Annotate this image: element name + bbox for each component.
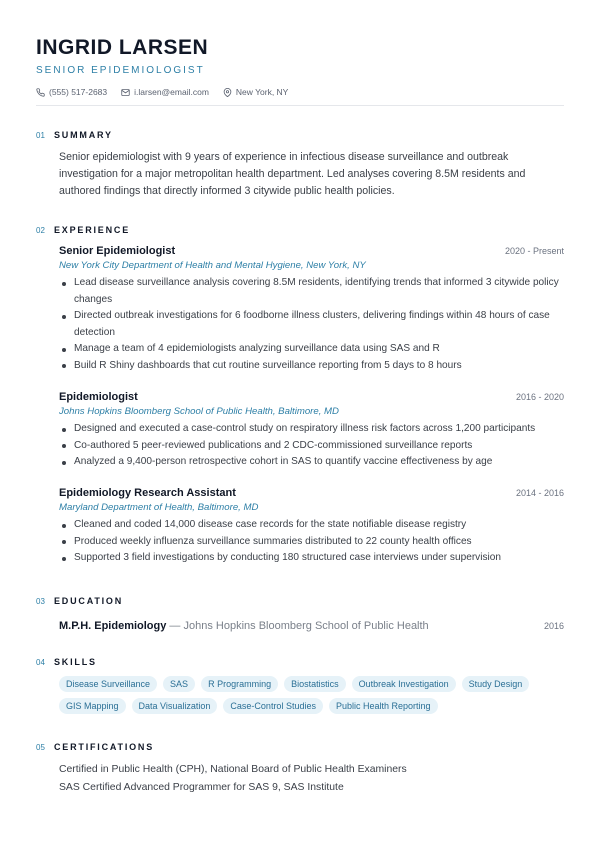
skill-chip: Outbreak Investigation	[352, 676, 456, 692]
education-degree: M.P.H. Epidemiology	[59, 620, 167, 632]
contact-email[interactable]	[121, 87, 209, 97]
email-text[interactable]: i.larsen@email.com	[134, 87, 209, 97]
bullet-item: Analyzed a 9,400-person retrospective cohort in SAS to quantify vaccine effectiveness by age	[59, 454, 564, 471]
section-number: 05	[36, 743, 45, 752]
skill-chip: Public Health Reporting	[329, 698, 438, 714]
bullet-item: Co-authored 5 peer-reviewed publications and 2 CDC-commissioned surveillance reports	[59, 438, 564, 455]
skill-chip: R Programming	[201, 676, 278, 692]
experience-entry	[59, 487, 564, 567]
job-title: Senior Epidemiologist	[59, 245, 176, 257]
experience-entry	[59, 245, 564, 375]
phone-text: (555) 517-2683	[49, 87, 108, 97]
bullet-item: Supported 3 field investigations by conducting 180 structured case interviews under supervision	[59, 550, 564, 567]
section-label: CERTIFICATIONS	[54, 742, 155, 752]
section-number: 03	[36, 597, 45, 606]
section-number: 01	[36, 131, 45, 140]
bullet-item: Designed and executed a case-control study on respiratory illness risk factors across 1,200 participants	[59, 421, 564, 438]
section-skills-title	[36, 657, 97, 667]
skill-chip: Case-Control Studies	[223, 698, 323, 714]
section-experience-title	[36, 225, 130, 235]
certifications-list	[59, 761, 564, 796]
job-organization: Maryland Department of Health, Baltimore, MD	[59, 502, 259, 513]
phone-icon	[36, 88, 45, 97]
contact-info	[36, 86, 564, 98]
skill-chip: Biostatistics	[284, 676, 346, 692]
section-education-title	[36, 596, 123, 606]
section-label: SUMMARY	[54, 130, 113, 140]
skill-chip: GIS Mapping	[59, 698, 126, 714]
skill-chip: SAS	[163, 676, 195, 692]
candidate-role: SENIOR EPIDEMIOLOGIST	[36, 65, 205, 76]
section-number: 02	[36, 226, 45, 235]
experience-entry	[59, 391, 564, 471]
map-pin-icon	[223, 88, 232, 97]
education-school: — Johns Hopkins Bloomberg School of Public Health	[166, 620, 429, 632]
bullet-item: Lead disease surveillance analysis covering 8.5M residents, identifying trends that informed 3 citywide policy changes	[59, 275, 564, 308]
certification-item: SAS Certified Advanced Programmer for SAS 9, SAS Institute	[59, 781, 344, 793]
job-organization: Johns Hopkins Bloomberg School of Public Health, Baltimore, MD	[59, 406, 339, 417]
summary-text: Senior epidemiologist with 9 years of experience in infectious disease surveillance and outbreak investigation for a major metropolitan health department. Led analyses covering 8.5M residents and authored findings that directly informed 3 citywide public health policies.	[59, 151, 526, 197]
contact-location	[223, 87, 288, 97]
job-organization: New York City Department of Health and Mental Hygiene, New York, NY	[59, 260, 366, 271]
header-divider	[36, 105, 564, 106]
job-bullets	[59, 275, 564, 375]
section-certifications-title	[36, 742, 154, 752]
skills-list	[59, 676, 564, 714]
education-entry	[59, 616, 564, 634]
mail-icon	[121, 88, 130, 97]
job-bullets	[59, 517, 564, 567]
job-title: Epidemiology Research Assistant	[59, 487, 236, 499]
job-title: Epidemiologist	[59, 391, 138, 403]
job-dates: 2016 - 2020	[515, 392, 564, 402]
section-label: EDUCATION	[54, 596, 124, 606]
section-label: EXPERIENCE	[54, 225, 131, 235]
section-summary-title	[36, 130, 113, 140]
bullet-item: Directed outbreak investigations for 6 foodborne illness clusters, delivering findings within 48 hours of case detection	[59, 308, 564, 341]
skill-chip: Data Visualization	[132, 698, 218, 714]
section-label: SKILLS	[54, 657, 97, 667]
skill-chip: Disease Surveillance	[59, 676, 157, 692]
candidate-name: INGRID LARSEN	[36, 36, 209, 59]
contact-phone	[36, 87, 107, 97]
job-dates: 2020 - Present	[504, 246, 564, 256]
education-year: 2016	[543, 621, 564, 631]
skill-chip: Study Design	[462, 676, 530, 692]
bullet-item: Build R Shiny dashboards that cut routine surveillance reporting from 5 days to 8 hours	[59, 358, 564, 375]
job-bullets	[59, 421, 564, 471]
location-text: New York, NY	[235, 87, 289, 97]
section-number: 04	[36, 658, 45, 667]
resume-header	[36, 36, 564, 98]
bullet-item: Manage a team of 4 epidemiologists analyzing surveillance data using SAS and R	[59, 341, 564, 358]
certification-item: Certified in Public Health (CPH), National Board of Public Health Examiners	[59, 764, 407, 775]
bullet-item: Produced weekly influenza surveillance summaries distributed to 22 county health offices	[59, 534, 564, 551]
bullet-item: Cleaned and coded 14,000 disease case records for the state notifiable disease registry	[59, 517, 564, 534]
job-dates: 2014 - 2016	[515, 488, 564, 498]
